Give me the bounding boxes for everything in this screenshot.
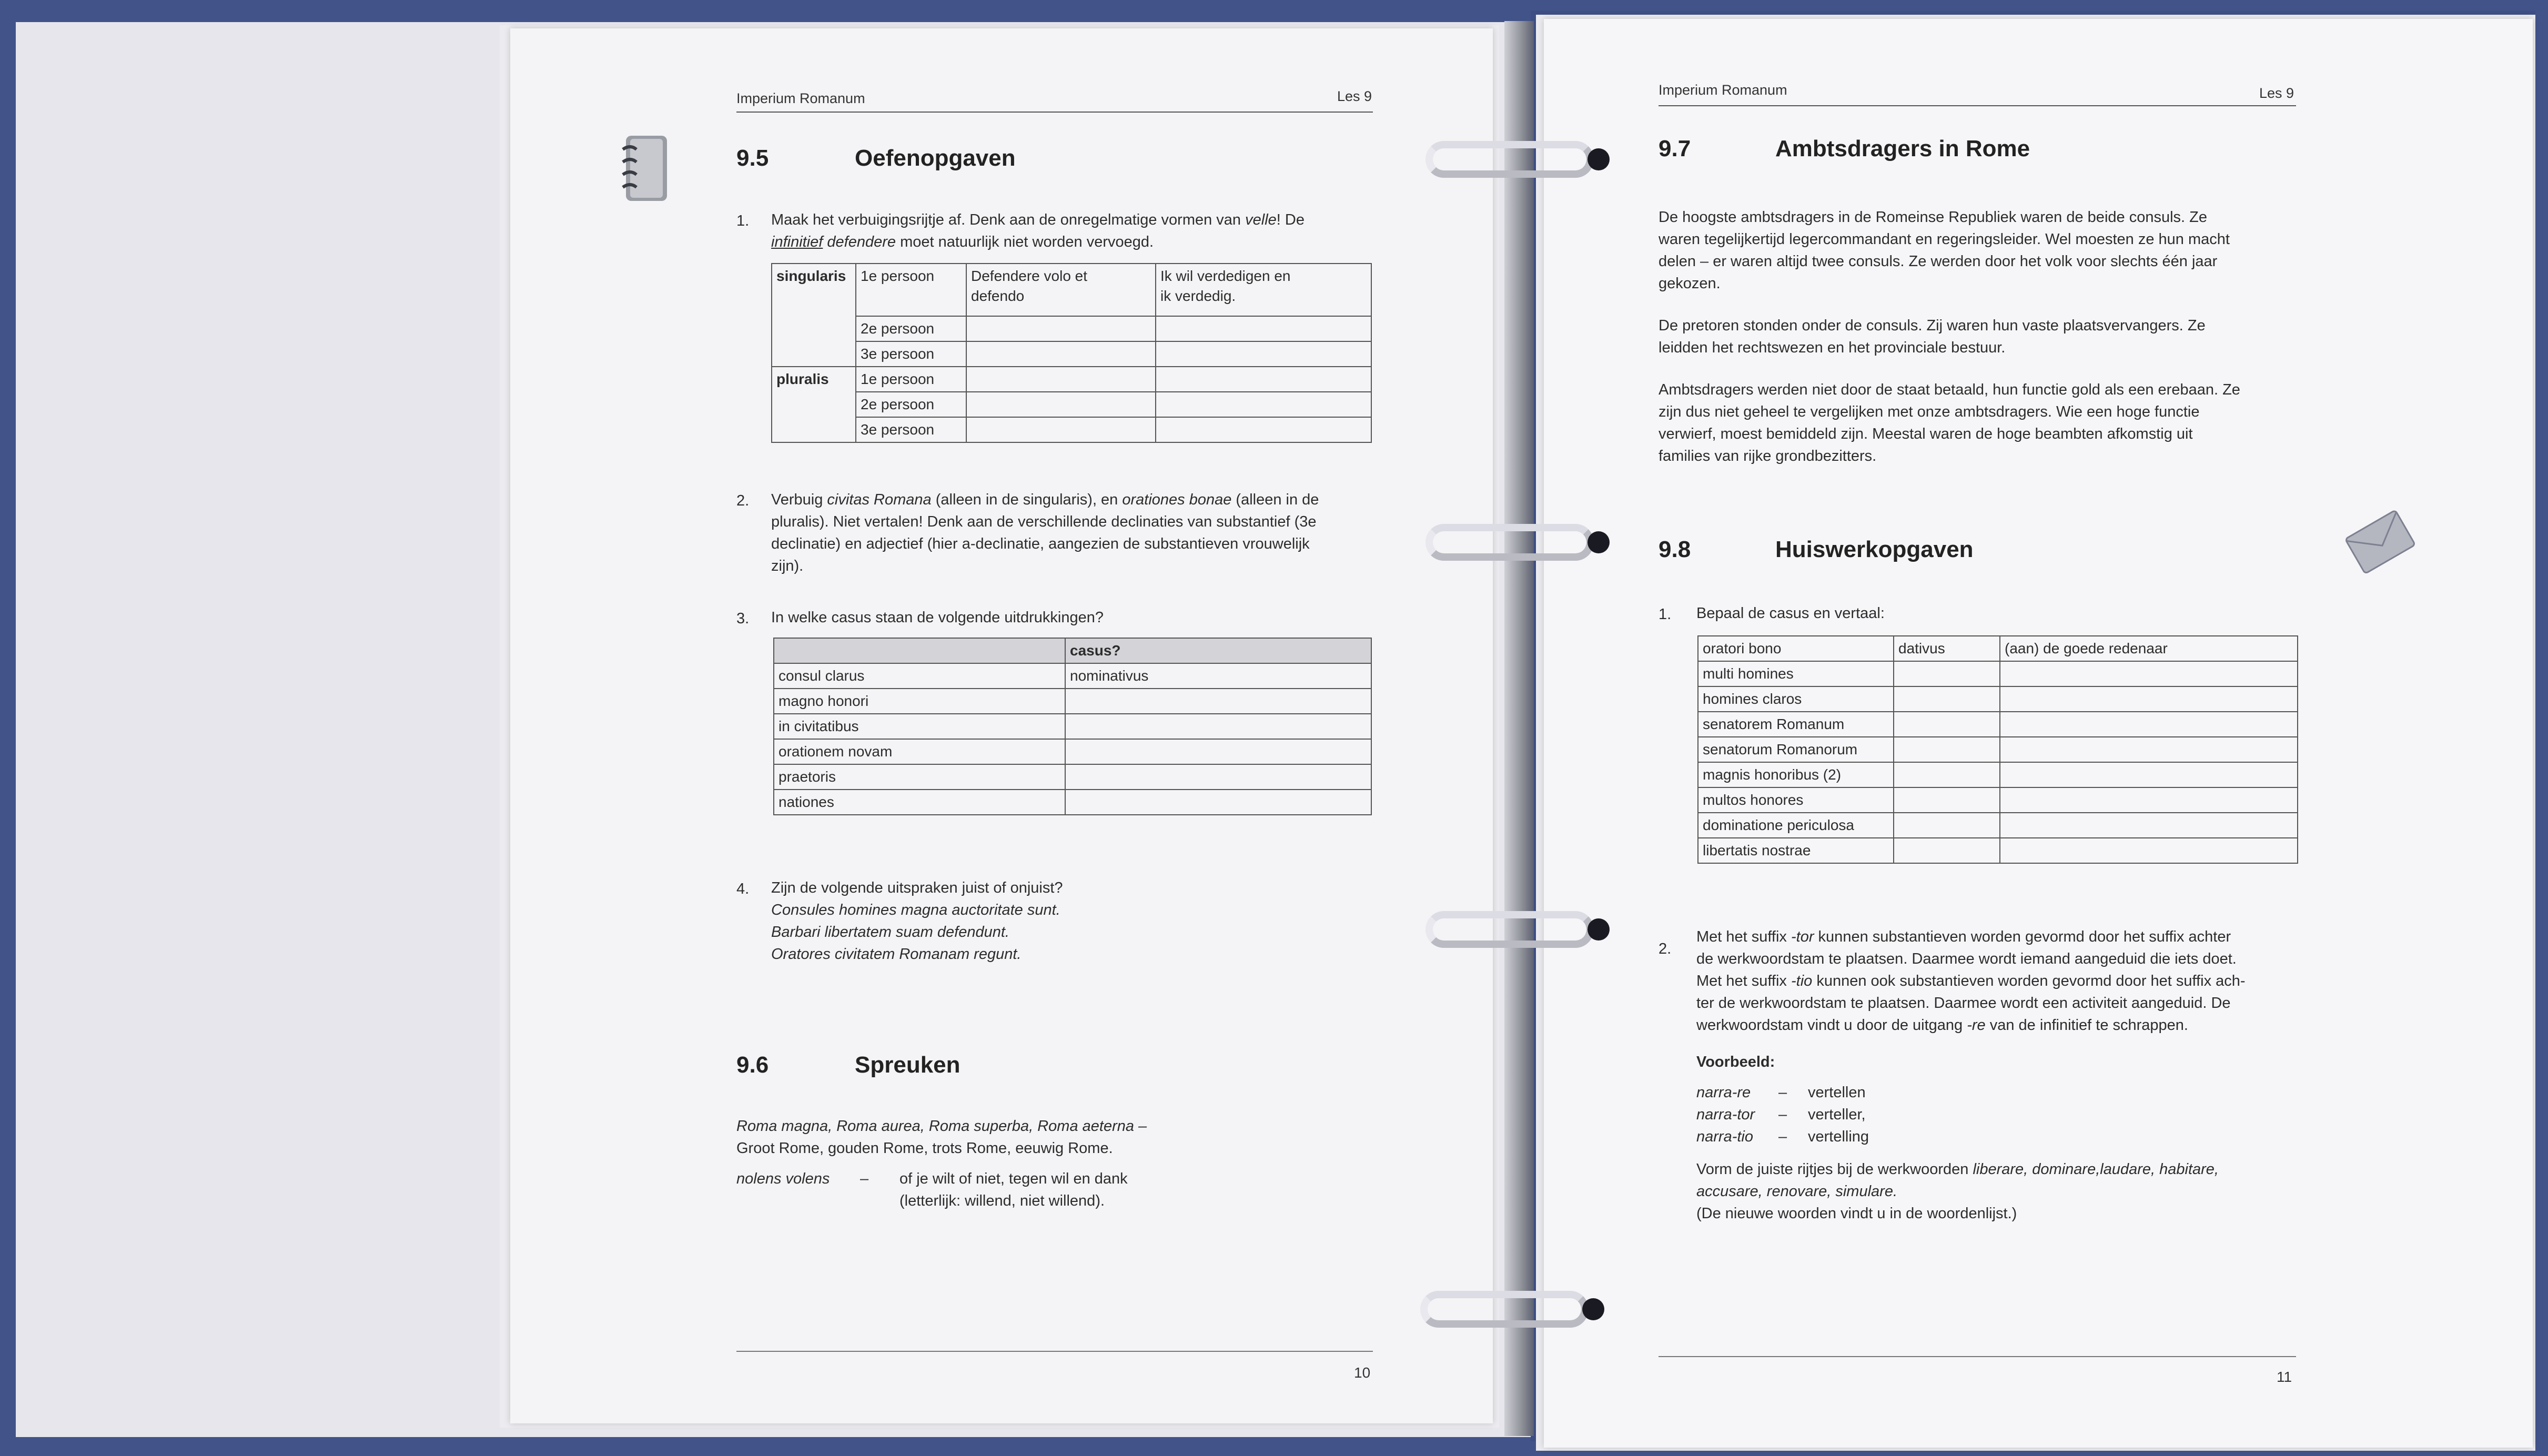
header-title: Imperium Romanum: [736, 90, 865, 106]
table-cell: senatorem Romanum: [1698, 712, 1894, 737]
question-text: Met het suffix -tor kunnen substantieven worden gevormd door het suffix achter de werkwoordstam te plaatsen. Daarmee wordt iemand aangeduid die iets doet. Met het suffix -tio kunnen ook substantieven worden gevormd door het suffix ach- ter de werkwoordstam te plaatsen. Daarmee wordt een activiteit aangeduid. De werkwoordstam vindt u door de uitgang -re van de infinitief te schrappen.: [1696, 928, 2246, 1034]
footer-rule: [736, 1351, 1373, 1352]
table-cell[interactable]: [1894, 838, 2000, 863]
section-title: Spreuken: [855, 1052, 960, 1078]
table-cell[interactable]: [1065, 739, 1371, 764]
table-row: [1698, 686, 2298, 712]
assignment-text: Vorm de juiste rijtjes bij de werkwoorden liberare, dominare,laudare, habitare, accusare, renovare, simulare. (De nieuwe woorden vindt u in de woordenlijst.): [1696, 1161, 2219, 1222]
table-row: [774, 663, 1371, 689]
question-number: 1.: [1659, 606, 1672, 623]
table-cell: 2e persoon: [856, 392, 966, 417]
ring-hole: [1588, 148, 1610, 170]
ring-hole: [1582, 1298, 1604, 1320]
table-cell[interactable]: [966, 316, 1156, 341]
homework-table: [1697, 635, 2298, 864]
table-cell[interactable]: [1894, 787, 2000, 813]
footer-rule: [1659, 1356, 2296, 1357]
binder-ring: [1420, 1291, 1589, 1328]
table-cell: orationem novam: [774, 739, 1065, 764]
header-rule: [736, 112, 1373, 113]
table-cell: Defendere volo et defendo: [966, 264, 1156, 316]
table-cell: 3e persoon: [856, 341, 966, 367]
table-cell: senatorum Romanorum: [1698, 737, 1894, 762]
table-row: [1698, 661, 2298, 686]
table-row: [1698, 737, 2298, 762]
table-cell[interactable]: [2000, 813, 2298, 838]
spreuk: Roma magna, Roma aurea, Roma superba, Roma aeterna – Groot Rome, gouden Rome, trots Rome, eeuwig Rome.: [736, 1118, 1147, 1157]
table-row: [774, 739, 1371, 764]
question-text: Maak het verbuigingsrijtje af. Denk aan de onregelmatige vormen van velle! De infinitief defendere moet natuurlijk niet worden vervoegd.: [771, 211, 1305, 250]
conjugation-table: [771, 263, 1372, 443]
table-row: [1698, 712, 2298, 737]
table-cell: 1e persoon: [856, 367, 966, 392]
table-row: [1698, 762, 2298, 787]
table-cell[interactable]: dativus: [1894, 636, 2000, 661]
table-cell: 1e persoon: [856, 264, 966, 316]
table-cell[interactable]: [1894, 737, 2000, 762]
question-number: 3.: [736, 610, 750, 627]
table-row: [774, 689, 1371, 714]
section-number: 9.7: [1659, 136, 1691, 161]
table-row: [1698, 813, 2298, 838]
table-row: [1698, 636, 2298, 661]
question-number: 4.: [736, 881, 750, 897]
table-cell[interactable]: nominativus: [1065, 663, 1371, 689]
question-text: Zijn de volgende uitspraken juist of onjuist? Consules homines magna auctoritate sunt. Barbari libertatem suam defendunt. Oratores civitatem Romanam regunt.: [771, 879, 1063, 963]
example-dutch: vertellen verteller, vertelling: [1808, 1084, 1869, 1145]
table-cell[interactable]: (aan) de goede redenaar: [2000, 636, 2298, 661]
ring-hole: [1588, 531, 1610, 553]
section-number: 9.6: [736, 1052, 769, 1078]
table-row: [774, 790, 1371, 815]
table-cell: dominatione periculosa: [1698, 813, 1894, 838]
table-cell[interactable]: [1156, 341, 1371, 367]
section-number: 9.5: [736, 145, 769, 171]
table-cell: multos honores: [1698, 787, 1894, 813]
table-cell[interactable]: [2000, 737, 2298, 762]
table-cell[interactable]: [966, 417, 1156, 442]
question-number: 2.: [1659, 941, 1672, 957]
table-cell[interactable]: [2000, 762, 2298, 787]
casus-table: [773, 638, 1372, 815]
page-right: [1544, 19, 2533, 1448]
header-lesson: Les 9: [1337, 88, 1372, 104]
binder-ring: [1425, 141, 1594, 178]
table-cell[interactable]: [1156, 367, 1371, 392]
paragraph: De hoogste ambtsdragers in de Romeinse Republiek waren de beide consuls. Ze waren tegelijkertijd legercommandant en regeringsleider. Wel moesten ze hun macht delen – er waren altijd twee consuls. Ze werden door het volk voor slechts één jaar gekozen.: [1659, 209, 2230, 292]
table-header-cell: casus?: [1065, 638, 1371, 663]
table-cell[interactable]: [2000, 838, 2298, 863]
table-cell: [772, 316, 856, 341]
section-title: Huiswerkopgaven: [1775, 537, 1974, 562]
spreuk-latin: nolens volens: [736, 1170, 830, 1187]
table-cell: Ik wil verdedigen en ik verdedig.: [1156, 264, 1371, 316]
table-cell: homines claros: [1698, 686, 1894, 712]
table-cell[interactable]: [1065, 714, 1371, 739]
table-cell[interactable]: [966, 392, 1156, 417]
header-title: Imperium Romanum: [1659, 82, 1787, 98]
table-header-cell: [774, 638, 1065, 663]
example-dash: – – –: [1778, 1084, 1787, 1145]
question-number: 2.: [736, 492, 750, 509]
table-cell[interactable]: [1894, 762, 2000, 787]
table-cell[interactable]: [2000, 661, 2298, 686]
table-cell: in civitatibus: [774, 714, 1065, 739]
page-left: [510, 28, 1493, 1423]
table-cell[interactable]: [966, 367, 1156, 392]
table-cell: oratori bono: [1698, 636, 1894, 661]
table-cell[interactable]: [2000, 712, 2298, 737]
table-cell: magno honori: [774, 689, 1065, 714]
notebook-icon: [621, 132, 671, 205]
table-cell: consul clarus: [774, 663, 1065, 689]
table-cell[interactable]: [966, 341, 1156, 367]
table-cell: nationes: [774, 790, 1065, 815]
section-title: Oefenopgaven: [855, 145, 1016, 171]
table-cell: [772, 417, 856, 442]
section-title: Ambtsdragers in Rome: [1775, 136, 2030, 161]
table-cell[interactable]: [1156, 417, 1371, 442]
page-number: 11: [2277, 1369, 2292, 1385]
binder-spine: [1504, 21, 1534, 1436]
example-latin: narra-re narra-tor narra-tio: [1696, 1084, 1755, 1145]
table-row: [774, 714, 1371, 739]
page-number: 10: [1354, 1364, 1371, 1381]
paragraph: De pretoren stonden onder de consuls. Zij waren hun vaste plaatsvervangers. Ze leidden het rechtswezen en het provinciale bestuur.: [1659, 317, 2206, 356]
paragraph: Ambtsdragers werden niet door de staat betaald, hun functie gold als een erebaan. Ze zijn dus niet geheel te vergelijken met onze ambtsdragers. Wie een hoge functie verwierf, moest bemiddeld zijn. Meestal waren de hoge beambten afkomstig uit families van rijke grondbezitters.: [1659, 381, 2240, 464]
spreuk-dash: –: [860, 1170, 869, 1187]
question-text: Bepaal de casus en vertaal:: [1696, 605, 1885, 622]
header-lesson: Les 9: [2259, 85, 2294, 101]
table-cell[interactable]: [1065, 790, 1371, 815]
table-cell: [772, 392, 856, 417]
table-cell[interactable]: [1894, 712, 2000, 737]
question-text: In welke casus staan de volgende uitdrukkingen?: [771, 609, 1104, 626]
table-cell[interactable]: [1065, 764, 1371, 790]
table-cell: praetoris: [774, 764, 1065, 790]
table-cell[interactable]: [1894, 661, 2000, 686]
table-cell[interactable]: [1156, 316, 1371, 341]
table-cell[interactable]: [2000, 686, 2298, 712]
table-cell: 3e persoon: [856, 417, 966, 442]
table-cell: [772, 341, 856, 367]
envelope-icon: [2341, 506, 2420, 580]
table-cell[interactable]: [1156, 392, 1371, 417]
binder-ring: [1425, 911, 1594, 948]
binder-ring: [1425, 524, 1594, 561]
table-cell[interactable]: [1065, 689, 1371, 714]
ring-hole: [1588, 918, 1610, 941]
row-label: pluralis: [772, 367, 856, 392]
example-heading: Voorbeeld:: [1696, 1054, 1775, 1070]
table-row: [774, 764, 1371, 790]
table-row: [1698, 838, 2298, 863]
table-cell[interactable]: [1894, 686, 2000, 712]
table-cell: magnis honoribus (2): [1698, 762, 1894, 787]
table-cell: 2e persoon: [856, 316, 966, 341]
table-row: [1698, 787, 2298, 813]
spreuk-translation: of je wilt of niet, tegen wil en dank (letterlijk: willend, niet willend).: [899, 1170, 1128, 1209]
question-text: Verbuig civitas Romana (alleen in de singularis), en orationes bonae (alleen in de pluralis). Niet vertalen! Denk aan de verschillende declinaties van substantief (3e declinatie) en adjectief (hier a-declinatie, aangezien de substantieven vrouwelijk zijn).: [771, 491, 1319, 574]
table-cell: multi homines: [1698, 661, 1894, 686]
header-rule: [1659, 105, 2296, 106]
table-cell[interactable]: [1894, 813, 2000, 838]
row-label: singularis: [772, 264, 856, 316]
question-number: 1.: [736, 213, 750, 229]
table-cell: libertatis nostrae: [1698, 838, 1894, 863]
section-number: 9.8: [1659, 537, 1691, 562]
table-cell[interactable]: [2000, 787, 2298, 813]
